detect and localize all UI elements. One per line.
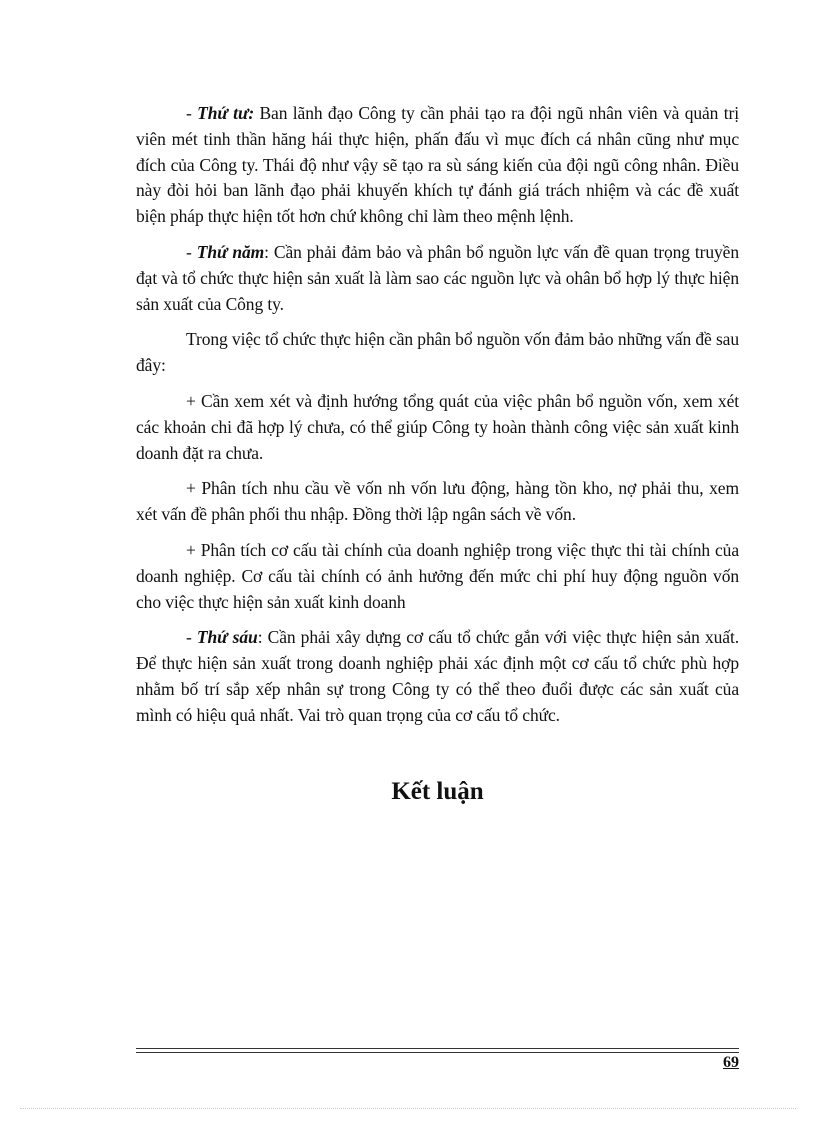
footer-rule [136,1048,739,1049]
paragraph-thu-tu [136,101,739,230]
paragraph-thu-sau [136,625,739,728]
paragraph-text: + Phân tích nhu cầu về vốn nh vốn lưu động, hàng tồn kho, nợ phải thu, xem xét vấn đề phân phối thu nhập. Đồng thời lập ngân sách về vốn. [136,478,739,525]
paragraph-text: : Cần phải xây dựng cơ cấu tổ chức gắn với việc thực hiện sản xuất. Để thực hiện sản xuất trong doanh nghiệp phải xác định một cơ cấu tổ chức phù hợp nhằm bố trí sắp xếp nhân sự trong Công ty có thể theo đuổi được các sản xuất của mình có hiệu quả nhất. Vai trò quan trọng của cơ cấu tổ chức. [136,627,739,725]
paragraph-text: + Cần xem xét và định hướng tổng quát của việc phân bổ nguồn vốn, xem xét các khoản chi đã hợp lý chưa, có thể giúp Công ty hoàn thành công việc sản xuất kinh doanh đặt ra chưa. [136,390,739,463]
document-body [136,101,739,739]
page-bottom-border [20,1108,796,1109]
page-number: 69 [723,1054,739,1071]
paragraph-lead: Thứ tư: [197,103,255,123]
paragraph-bullet-2 [136,476,739,528]
paragraph-text: Trong việc tổ chức thực hiện cần phân bổ nguồn vốn đảm bảo những vấn đề sau đây: [136,329,739,376]
paragraph-text: + Phân tích cơ cấu tài chính của doanh nghiệp trong việc thực thi tài chính của doanh nghiệp. Cơ cấu tài chính có ảnh hưởng đến mức chi phí huy động nguồn vốn cho việc thực hiện sản xuất kinh doanh [136,539,739,612]
paragraph-prefix: - [186,627,197,648]
paragraph-prefix: - [186,103,198,123]
paragraph-thu-nam [136,240,739,317]
paragraph-bullet-3 [136,538,739,615]
paragraph-text: : Cần phải đảm bảo và phân bổ nguồn lực vấn đề quan trọng truyền đạt và tổ chức thực hiện sản xuất là làm sao các nguồn lực và ohân bổ hợp lý thực hiện sản xuất của Công ty. [136,241,739,314]
paragraph-trong-viec [136,327,739,379]
paragraph-lead: Thứ sáu [196,627,258,648]
paragraph-lead: Thứ năm [196,241,265,262]
section-heading: Kết luận [391,778,484,805]
paragraph-text: Ban lãnh đạo Công ty cần phải tạo ra đội ngũ nhân viên và quản trị viên mét tinh thần hăng hái thực hiện, phấn đấu vì mục đích cá nhân cũng như mục đích của Công ty. Thái độ như vậy sẽ tạo ra sù sáng kiến của đội ngũ công nhân. Điều này đòi hỏi ban lãnh đạo phải khuyến khích tự đánh giá trách nhiệm và các đề xuất biện pháp thực hiện tốt hơn chứ không chỉ làm theo mệnh lệnh. [136,103,739,227]
paragraph-prefix: - [186,241,197,262]
footer-rule-secondary [136,1052,739,1053]
paragraph-bullet-1 [136,389,739,466]
